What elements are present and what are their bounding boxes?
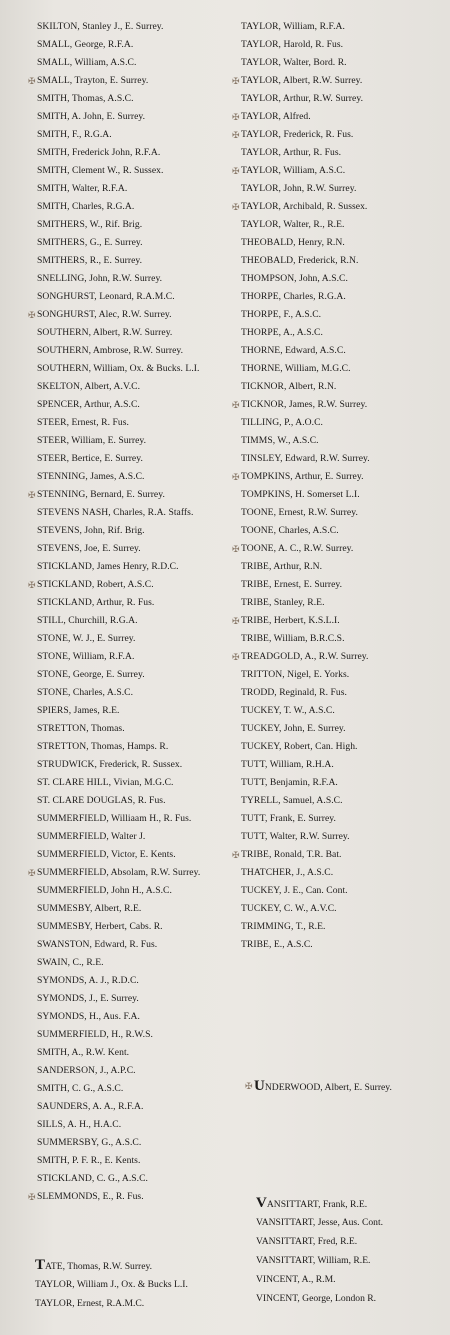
name-entry — [241, 252, 446, 270]
name-entry — [232, 126, 446, 144]
entry-text: ATE, Thomas, R.W. Surrey. — [45, 1261, 153, 1272]
entry-text: TUTT, Benjamin, R.F.A. — [241, 777, 338, 788]
entry-text: STENNING, James, A.S.C. — [37, 471, 145, 482]
entry-text: STONE, George, E. Surrey. — [37, 669, 145, 680]
name-entry — [256, 1213, 383, 1232]
name-entry — [241, 234, 446, 252]
entry-text: SMALL, William, A.S.C. — [37, 57, 137, 68]
name-entry — [37, 828, 242, 846]
name-entry — [241, 180, 446, 198]
cross-icon: ✠ — [28, 580, 36, 590]
entry-text: THEOBALD, Henry, R.N. — [241, 237, 345, 248]
name-entry — [37, 378, 242, 396]
entry-text: STENNING, Bernard, E. Surrey. — [37, 489, 165, 500]
entry-text: STEVENS NASH, Charles, R.A. Staffs. — [37, 507, 194, 518]
name-entry — [37, 198, 242, 216]
entry-text: TUCKEY, C. W., A.V.C. — [241, 903, 337, 914]
entry-text: SANDERSON, J., A.P.C. — [37, 1065, 136, 1076]
name-entry — [241, 558, 446, 576]
entry-text: SMITH, A. John, E. Surrey. — [37, 111, 146, 122]
name-entry — [232, 648, 446, 666]
entry-text: SYMONDS, A. J., R.D.C. — [37, 975, 139, 986]
entry-text: TAYLOR, Arthur, R. Fus. — [241, 147, 342, 158]
name-entry — [232, 108, 446, 126]
name-entry — [232, 198, 446, 216]
name-entry — [37, 720, 242, 738]
name-entry — [37, 288, 242, 306]
name-entry — [37, 1026, 242, 1044]
entry-text: TRIBE, Ernest, E. Surrey. — [241, 579, 343, 590]
name-entry — [37, 504, 242, 522]
entry-text: STICKLAND, C. G., A.S.C. — [37, 1173, 149, 1184]
entry-text: SMITHERS, W., Rif. Brig. — [37, 219, 143, 230]
name-entry — [37, 90, 242, 108]
name-entry — [37, 558, 242, 576]
section-initial: U — [254, 1078, 265, 1094]
name-entry — [37, 18, 242, 36]
entry-text: SMITH, Thomas, A.S.C. — [37, 93, 134, 104]
entry-text: TAYLOR, Harold, R. Fus. — [241, 39, 344, 50]
cross-icon: ✠ — [28, 310, 36, 320]
name-entry — [37, 324, 242, 342]
entry-text: SWANSTON, Edward, R. Fus. — [37, 939, 158, 950]
name-entry — [28, 72, 242, 90]
name-entry — [232, 72, 446, 90]
name-entry — [37, 1062, 242, 1080]
entry-text: STONE, W. J., E. Surrey. — [37, 633, 136, 644]
name-entry — [37, 756, 242, 774]
name-entry — [37, 342, 242, 360]
entry-text: STRETTON, Thomas, Hamps. R. — [37, 741, 169, 752]
entry-text: STICKLAND, Arthur, R. Fus. — [37, 597, 155, 608]
name-entry — [241, 630, 446, 648]
left-name-column — [28, 18, 242, 1206]
name-entry — [37, 252, 242, 270]
entry-text: SUMMERFIELD, Walter J. — [37, 831, 146, 842]
name-entry — [241, 486, 446, 504]
entry-text: TAYLOR, William, R.F.A. — [241, 21, 345, 32]
entry-text: SMITH, C. G., A.S.C. — [37, 1083, 124, 1094]
cross-icon: ✠ — [28, 76, 36, 86]
name-entry — [245, 1077, 392, 1096]
name-entry — [28, 306, 242, 324]
name-entry — [256, 1232, 383, 1251]
entry-text: ST. CLARE DOUGLAS, R. Fus. — [37, 795, 166, 806]
name-entry — [241, 360, 446, 378]
name-entry — [241, 666, 446, 684]
name-entry — [37, 1170, 242, 1188]
entry-text: SPIERS, James, R.E. — [37, 705, 120, 716]
name-entry — [37, 774, 242, 792]
entry-text: SMITH, P. F. R., E. Kents. — [37, 1155, 141, 1166]
name-entry — [37, 882, 242, 900]
entry-text: ST. CLARE HILL, Vivian, M.G.C. — [37, 777, 174, 788]
name-entry — [232, 162, 446, 180]
entry-text: TILLING, P., A.O.C. — [241, 417, 323, 428]
name-entry — [37, 666, 242, 684]
entry-text: TRIBE, Ronald, T.R. Bat. — [241, 849, 342, 860]
entry-text: SUMMERSBY, G., A.S.C. — [37, 1137, 142, 1148]
cross-icon: ✠ — [232, 544, 240, 554]
entry-text: SMITH, A., R.W. Kent. — [37, 1047, 130, 1058]
entry-text: TAYLOR, Archibald, R. Sussex. — [241, 201, 368, 212]
name-entry — [37, 630, 242, 648]
name-entry — [28, 1188, 242, 1206]
v-names-section — [256, 1194, 383, 1308]
name-entry — [241, 720, 446, 738]
name-entry — [241, 324, 446, 342]
cross-icon: ✠ — [232, 400, 240, 410]
name-entry — [37, 396, 242, 414]
name-entry — [37, 1008, 242, 1026]
cross-icon: ✠ — [28, 490, 36, 500]
entry-text: STRETTON, Thomas. — [37, 723, 125, 734]
name-entry — [241, 504, 446, 522]
entry-text: TRIBE, Herbert, K.S.L.I. — [241, 615, 340, 626]
name-entry — [241, 54, 446, 72]
cross-icon: ✠ — [232, 472, 240, 482]
name-entry — [37, 810, 242, 828]
name-entry — [28, 576, 242, 594]
name-entry — [241, 756, 446, 774]
entry-text: TOMPKINS, H. Somerset L.I. — [241, 489, 360, 500]
entry-text: SMITH, Charles, R.G.A. — [37, 201, 135, 212]
name-entry — [37, 684, 242, 702]
entry-text: SOUTHERN, Ambrose, R.W. Surrey. — [37, 345, 184, 356]
cross-icon: ✠ — [232, 850, 240, 860]
name-entry — [37, 360, 242, 378]
entry-text: SKILTON, Stanley J., E. Surrey. — [37, 21, 164, 32]
name-entry — [37, 846, 242, 864]
entry-text: SUMMERFIELD, Victor, E. Kents. — [37, 849, 176, 860]
entry-text: SKELTON, Albert, A.V.C. — [37, 381, 141, 392]
entry-text: TAYLOR, Walter, Bord. R. — [241, 57, 347, 68]
entry-text: VINCENT, George, London R. — [256, 1293, 377, 1304]
name-entry — [37, 162, 242, 180]
name-entry — [241, 774, 446, 792]
entry-text: TUCKEY, John, E. Surrey. — [241, 723, 346, 734]
name-entry — [37, 36, 242, 54]
entry-text: TICKNOR, Albert, R.N. — [241, 381, 337, 392]
entry-text: SUMMESBY, Albert, R.E. — [37, 903, 142, 914]
entry-text: TUCKEY, T. W., A.S.C. — [241, 705, 335, 716]
name-entry — [256, 1194, 383, 1213]
name-entry — [241, 882, 446, 900]
name-entry — [241, 36, 446, 54]
name-entry — [37, 1134, 242, 1152]
name-entry — [241, 342, 446, 360]
u-names-section — [245, 1077, 392, 1096]
entry-text: SUMMERFIELD, Williaam H., R. Fus. — [37, 813, 192, 824]
name-entry — [241, 216, 446, 234]
entry-text: TYRELL, Samuel, A.S.C. — [241, 795, 343, 806]
entry-text: SUMMERFIELD, Absolam, R.W. Surrey. — [37, 867, 201, 878]
cross-icon: ✠ — [28, 1192, 36, 1202]
entry-text: SPENCER, Arthur, A.S.C. — [37, 399, 140, 410]
entry-text: STONE, William, R.F.A. — [37, 651, 135, 662]
entry-text: TAYLOR, William, A.S.C. — [241, 165, 346, 176]
name-entry — [35, 1256, 188, 1275]
entry-text: TRITTON, Nigel, E. Yorks. — [241, 669, 350, 680]
entry-text: SUMMERFIELD, John H., A.S.C. — [37, 885, 172, 896]
entry-text: SWAIN, C., R.E. — [37, 957, 104, 968]
entry-text: ANSITTART, Frank, R.E. — [266, 1199, 368, 1210]
name-entry — [241, 378, 446, 396]
cross-icon: ✠ — [245, 1081, 253, 1091]
name-entry — [37, 216, 242, 234]
name-entry — [37, 900, 242, 918]
entry-text: TUCKEY, J. E., Can. Cont. — [241, 885, 348, 896]
name-entry — [37, 648, 242, 666]
name-entry — [37, 1098, 242, 1116]
name-entry — [37, 270, 242, 288]
cross-icon: ✠ — [232, 652, 240, 662]
name-entry — [241, 594, 446, 612]
name-entry — [37, 126, 242, 144]
entry-text: TUCKEY, Robert, Can. High. — [241, 741, 358, 752]
name-entry — [28, 864, 242, 882]
name-entry — [37, 990, 242, 1008]
entry-text: THEOBALD, Frederick, R.N. — [241, 255, 359, 266]
name-entry — [37, 432, 242, 450]
entry-text: TAYLOR, Ernest, R.A.M.C. — [35, 1298, 145, 1309]
entry-text: STEER, Ernest, R. Fus. — [37, 417, 129, 428]
entry-text: TRIBE, Stanley, R.E. — [241, 597, 325, 608]
name-entry — [241, 702, 446, 720]
entry-text: THORNE, William, M.G.C. — [241, 363, 351, 374]
entry-text: THORNE, Edward, A.S.C. — [241, 345, 346, 356]
name-entry — [241, 936, 446, 954]
entry-text: THORPE, Charles, R.G.A. — [241, 291, 346, 302]
cross-icon: ✠ — [232, 202, 240, 212]
cross-icon: ✠ — [232, 76, 240, 86]
entry-text: TAYLOR, Walter, R., R.E. — [241, 219, 345, 230]
entry-text: STILL, Churchill, R.G.A. — [37, 615, 138, 626]
cross-icon: ✠ — [232, 616, 240, 626]
entry-text: TRIBE, William, B.R.C.S. — [241, 633, 345, 644]
name-entry — [256, 1251, 383, 1270]
right-name-column — [232, 18, 446, 954]
cross-icon: ✠ — [28, 868, 36, 878]
name-entry — [35, 1275, 188, 1294]
name-entry — [256, 1289, 383, 1308]
name-entry — [241, 792, 446, 810]
entry-text: TRIBE, E., A.S.C. — [241, 939, 313, 950]
name-entry — [241, 414, 446, 432]
entry-text: STEVENS, John, Rif. Brig. — [37, 525, 145, 536]
name-entry — [241, 810, 446, 828]
name-entry — [241, 918, 446, 936]
name-entry — [37, 936, 242, 954]
entry-text: SMITH, Walter, R.F.A. — [37, 183, 128, 194]
name-entry — [241, 576, 446, 594]
entry-text: TREADGOLD, A., R.W. Surrey. — [241, 651, 369, 662]
name-entry — [37, 918, 242, 936]
name-entry — [28, 486, 242, 504]
entry-text: STICKLAND, James Henry, R.D.C. — [37, 561, 179, 572]
entry-text: SUMMESBY, Herbert, Cabs. R. — [37, 921, 163, 932]
entry-text: SONGHURST, Alec, R.W. Surrey. — [37, 309, 172, 320]
name-entry — [37, 540, 242, 558]
entry-text: TUTT, Frank, E. Surrey. — [241, 813, 336, 824]
entry-text: SOUTHERN, William, Ox. & Bucks. L.I. — [37, 363, 200, 374]
name-entry — [241, 270, 446, 288]
name-entry — [37, 1080, 242, 1098]
entry-text: SILLS, A. H., H.A.C. — [37, 1119, 122, 1130]
name-entry — [232, 846, 446, 864]
name-entry — [37, 108, 242, 126]
name-entry — [37, 180, 242, 198]
entry-text: TAYLOR, William J., Ox. & Bucks L.I. — [35, 1279, 188, 1290]
entry-text: TIMMS, W., A.S.C. — [241, 435, 319, 446]
entry-text: TOONE, Charles, A.S.C. — [241, 525, 339, 536]
name-entry — [241, 522, 446, 540]
entry-text: SMALL, Trayton, E. Surrey. — [37, 75, 149, 86]
name-entry — [241, 306, 446, 324]
entry-text: SUMMERFIELD, H., R.W.S. — [37, 1029, 153, 1040]
entry-text: TAYLOR, Frederick, R. Fus. — [241, 129, 354, 140]
name-entry — [37, 1116, 242, 1134]
entry-text: THORPE, A., A.S.C. — [241, 327, 323, 338]
name-entry — [241, 684, 446, 702]
entry-text: SMITHERS, R., E. Surrey. — [37, 255, 143, 266]
entry-text: VANSITTART, Fred, R.E. — [256, 1236, 358, 1247]
entry-text: SYMONDS, J., E. Surrey. — [37, 993, 139, 1004]
entry-text: SMALL, George, R.F.A. — [37, 39, 134, 50]
section-initial: V — [256, 1195, 267, 1211]
t-names-section — [35, 1256, 188, 1313]
entry-text: STONE, Charles, A.S.C. — [37, 687, 134, 698]
name-entry — [241, 432, 446, 450]
name-entry — [37, 450, 242, 468]
entry-text: TRIBE, Arthur, R.N. — [241, 561, 323, 572]
entry-text: VANSITTART, Jesse, Aus. Cont. — [256, 1217, 384, 1228]
entry-text: SMITH, Frederick John, R.F.A. — [37, 147, 161, 158]
entry-text: STEVENS, Joe, E. Surrey. — [37, 543, 141, 554]
cross-icon: ✠ — [232, 166, 240, 176]
name-entry — [37, 972, 242, 990]
entry-text: STICKLAND, Robert, A.S.C. — [37, 579, 154, 590]
name-entry — [37, 144, 242, 162]
entry-text: NDERWOOD, Albert, E. Surrey. — [264, 1082, 392, 1093]
name-entry — [37, 414, 242, 432]
name-entry — [241, 738, 446, 756]
cross-icon: ✠ — [232, 130, 240, 140]
entry-text: VANSITTART, William, R.E. — [256, 1255, 371, 1266]
entry-text: STEER, William, E. Surrey. — [37, 435, 147, 446]
name-entry — [37, 54, 242, 72]
entry-text: TAYLOR, John, R.W. Surrey. — [241, 183, 357, 194]
entry-text: SNELLING, John, R.W. Surrey. — [37, 273, 163, 284]
name-entry — [37, 612, 242, 630]
entry-text: TOMPKINS, Arthur, E. Surrey. — [241, 471, 364, 482]
section-initial: T — [35, 1257, 46, 1273]
name-entry — [37, 1044, 242, 1062]
entry-text: TOONE, A. C., R.W. Surrey. — [241, 543, 354, 554]
name-entry — [241, 828, 446, 846]
entry-text: THORPE, F., A.S.C. — [241, 309, 322, 320]
entry-text: SONGHURST, Leonard, R.A.M.C. — [37, 291, 175, 302]
entry-text: TAYLOR, Albert, R.W. Surrey. — [241, 75, 363, 86]
entry-text: TAYLOR, Alfred. — [241, 111, 311, 122]
name-entry — [232, 468, 446, 486]
name-entry — [37, 738, 242, 756]
entry-text: TUTT, William, R.H.A. — [241, 759, 334, 770]
name-entry — [241, 864, 446, 882]
name-entry — [232, 540, 446, 558]
name-entry — [37, 954, 242, 972]
name-entry — [232, 612, 446, 630]
name-entry — [232, 396, 446, 414]
entry-text: TINSLEY, Edward, R.W. Surrey. — [241, 453, 370, 464]
name-entry — [241, 18, 446, 36]
name-entry — [37, 1152, 242, 1170]
name-entry — [35, 1294, 188, 1313]
entry-text: SOUTHERN, Albert, R.W. Surrey. — [37, 327, 173, 338]
entry-text: SMITHERS, G., E. Surrey. — [37, 237, 143, 248]
entry-text: TUTT, Walter, R.W. Surrey. — [241, 831, 350, 842]
entry-text: SYMONDS, H., Aus. F.A. — [37, 1011, 140, 1022]
entry-text: SLEMMONDS, E., R. Fus. — [37, 1191, 144, 1202]
name-entry — [241, 288, 446, 306]
cross-icon: ✠ — [232, 112, 240, 122]
entry-text: VINCENT, A., R.M. — [256, 1274, 336, 1285]
name-entry — [37, 594, 242, 612]
entry-text: SAUNDERS, A. A., R.F.A. — [37, 1101, 144, 1112]
entry-text: TRIMMING, T., R.E. — [241, 921, 326, 932]
entry-text: THATCHER, J., A.S.C. — [241, 867, 334, 878]
name-entry — [37, 468, 242, 486]
entry-text: THOMPSON, John, A.S.C. — [241, 273, 348, 284]
name-entry — [241, 90, 446, 108]
entry-text: TOONE, Ernest, R.W. Surrey. — [241, 507, 358, 518]
entry-text: SMITH, Clement W., R. Sussex. — [37, 165, 164, 176]
entry-text: STEER, Bertice, E. Surrey. — [37, 453, 143, 464]
name-entry — [37, 702, 242, 720]
name-entry — [37, 792, 242, 810]
entry-text: STRUDWICK, Frederick, R. Sussex. — [37, 759, 183, 770]
name-entry — [241, 144, 446, 162]
name-entry — [241, 450, 446, 468]
entry-text: TAYLOR, Arthur, R.W. Surrey. — [241, 93, 364, 104]
name-entry — [256, 1270, 383, 1289]
name-entry — [241, 900, 446, 918]
entry-text: TRODD, Reginald, R. Fus. — [241, 687, 347, 698]
name-entry — [37, 234, 242, 252]
entry-text: SMITH, F., R.G.A. — [37, 129, 112, 140]
entry-text: TICKNOR, James, R.W. Surrey. — [241, 399, 368, 410]
name-entry — [37, 522, 242, 540]
